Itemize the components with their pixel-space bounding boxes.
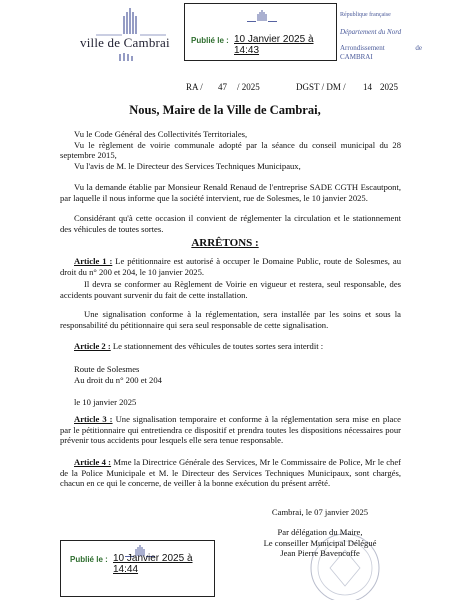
article-4 [60, 457, 401, 489]
ref-ra-number: 47 [218, 82, 227, 92]
publication-stamp-bottom [60, 540, 215, 597]
vu-block [60, 129, 401, 171]
vu-line: Vu le Code Général des Collectivités Territoriales, [74, 129, 248, 139]
article-2-date: le 10 janvier 2025 [74, 397, 137, 407]
article-2-title: Article 2 : [74, 341, 111, 351]
arrondissement-label: Arrondissement de CAMBRAI [340, 44, 422, 61]
republique-label: République française [340, 12, 391, 18]
signature-delegation: Par délégation du Maire, [277, 527, 363, 537]
logo-text: ville de Cambrai [80, 35, 170, 50]
city-logo-icon [96, 6, 166, 36]
publication-stamp-top [184, 3, 337, 61]
article-1 [60, 256, 401, 277]
article-1-paragraph-2: Il devra se conformer au Règlement de Voirie en vigueur et restera, seul responsable, des accidents pouvant survenir du fait de cette installation. [60, 279, 401, 300]
vu-line: Vu l'avis de M. le Directeur des Services Techniques Municipaux, [74, 160, 301, 171]
article-2-text: Le stationnement des véhicules de toutes sortes sera interdit : [110, 341, 324, 351]
signature-place-date: Cambrai, le 07 janvier 2025 [271, 507, 369, 517]
article-3-title: Article 3 : [74, 414, 113, 424]
stamp-date: 10 Janvier 2025 à 14:44 [113, 553, 193, 575]
article-4-title: Article 4 : [74, 457, 112, 467]
ref-dgst: DGST / DM / [296, 82, 346, 92]
article-4-text: Mme la Directrice Générale des Services, Mr le Commissaire de Police, Mr le chef de la Police Municipale et M. le Directeur des Services Techniques Municipaux, sont chargés, chacun en ce qui le concerne, de veiller à la bonne exécution du présent arrêté. [60, 457, 401, 489]
article-2-location [74, 364, 374, 385]
article-1-paragraph-3: Une signalisation conforme à la réglementation, sera installée par les soins et sous la responsabilité du pétitionnaire qui sera seul responsable de cette signalisation. [60, 309, 401, 330]
ref-ra-year: / 2025 [237, 82, 260, 92]
ref-dgst-year: 2025 [380, 82, 398, 92]
signature-block [230, 527, 410, 559]
article-3 [60, 414, 401, 446]
vu-line: Vu le règlement de voirie communale adopté par la séance du conseil municipal du 28 septembre 2015, [60, 139, 401, 161]
page-title: Nous, Maire de la Ville de Cambrai, [129, 103, 321, 117]
departement-label: Département du Nord [340, 28, 402, 36]
arretons-heading: ARRÊTONS : [191, 237, 259, 249]
location-street: Route de Solesmes [74, 364, 140, 374]
article-3-text: Une signalisation temporaire et conforme à la réglementation sera mise en place par le pétitionnaire qui entretiendra ce dispositif et prendra toutes les dispositions nécessaires pour prévenir tous accidents pour lesquels elle sera tenue responsable. [60, 414, 401, 446]
logo-base-icon [106, 52, 146, 62]
signature-name: Jean Pierre Bavencoffe [280, 548, 360, 559]
article-2 [60, 341, 401, 352]
considerant-paragraph: Considérant qu'à cette occasion il convient de réglementer la circulation et le stationnement des véhicules de toutes sortes. [60, 213, 401, 234]
ref-dgst-number: 14 [363, 82, 372, 92]
stamp-label: Publié le : [70, 555, 108, 564]
demande-paragraph: Vu la demande établie par Monsieur Renald Renaud de l'entreprise SADE CGTH Escautpont, par laquelle il nous informe que la société intervient, rue de Solesmes, le 10 janvier 2025. [60, 182, 401, 203]
stamp-label: Publié le : [191, 36, 229, 45]
location-numbers: Au droit du n° 200 et 204 [74, 374, 162, 385]
article-1-text: Le pétitionnaire est autorisé à occuper le Domaine Public, route de Solesmes, au droit du n° 200 et 204, le 10 janvier 2025. [60, 256, 401, 277]
signature-role: Le conseiller Municipal Délégué [263, 537, 377, 548]
ref-ra: RA / [186, 82, 203, 92]
article-1-title: Article 1 : [74, 256, 113, 266]
stamp-logo-icon [247, 10, 277, 22]
stamp-date: 10 Janvier 2025 à 14:43 [234, 34, 314, 56]
